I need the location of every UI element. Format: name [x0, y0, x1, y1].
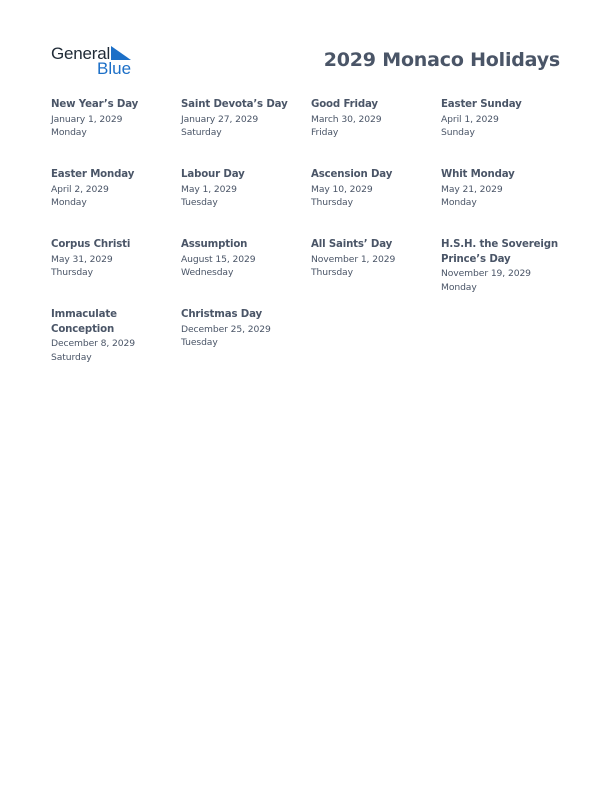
- holiday-name: All Saints’ Day: [311, 239, 393, 250]
- holiday-date: January 1, 2029: [51, 113, 123, 125]
- holiday-weekday: Wednesday: [181, 267, 234, 279]
- holiday-date: May 21, 2029: [441, 183, 503, 195]
- holiday-weekday: Friday: [311, 127, 339, 139]
- holiday-weekday: Monday: [51, 197, 87, 209]
- logo-text-general: General: [51, 44, 111, 63]
- holiday-name: Corpus Christi: [51, 239, 131, 250]
- logo-text-blue: Blue: [97, 59, 132, 78]
- holiday-name: Easter Monday: [51, 169, 135, 180]
- holiday-date: November 1, 2029: [311, 253, 396, 265]
- holiday-name: Easter Sunday: [441, 99, 522, 110]
- holiday-name: H.S.H. the Sovereign Prince’s Day: [441, 239, 558, 265]
- holiday-name: Saint Devota’s Day: [181, 99, 288, 110]
- holiday-name: Assumption: [181, 239, 248, 250]
- holiday-date: January 27, 2029: [181, 113, 259, 125]
- holiday-weekday: Tuesday: [181, 337, 218, 349]
- holiday-weekday: Tuesday: [181, 197, 218, 209]
- holiday-date: December 8, 2029: [51, 338, 136, 349]
- page-title: 2029 Monaco Holidays: [323, 49, 560, 71]
- holiday-item: [441, 168, 566, 210]
- holiday-item: [311, 168, 436, 210]
- holiday-date: November 19, 2029: [441, 268, 531, 279]
- holiday-name: Ascension Day: [311, 169, 393, 180]
- holiday-item: [51, 98, 176, 140]
- holiday-item: [311, 238, 436, 280]
- holiday-weekday: Monday: [441, 281, 477, 293]
- holiday-name: New Year’s Day: [51, 99, 139, 110]
- holiday-item: [181, 308, 306, 350]
- holiday-weekday: Saturday: [51, 351, 92, 363]
- holiday-item: [51, 308, 141, 365]
- holiday-date: March 30, 2029: [311, 113, 382, 125]
- holiday-date: December 25, 2029: [181, 323, 271, 335]
- holiday-name: Good Friday: [311, 99, 378, 110]
- holiday-weekday: Thursday: [311, 197, 353, 209]
- holiday-weekday: Sunday: [441, 127, 475, 139]
- holiday-weekday: Thursday: [51, 267, 93, 279]
- generalblue-logo: [51, 44, 135, 78]
- holiday-item: [441, 238, 559, 295]
- holiday-date: May 31, 2029: [51, 253, 113, 265]
- holiday-item: [181, 98, 306, 140]
- holiday-date: April 1, 2029: [441, 113, 499, 125]
- holiday-item: [51, 238, 176, 280]
- holiday-date: May 10, 2029: [311, 183, 373, 195]
- holiday-name: Whit Monday: [441, 169, 515, 180]
- holiday-name: Christmas Day: [181, 309, 262, 320]
- holiday-item: [311, 98, 436, 140]
- logo-triangle-icon: [111, 46, 131, 60]
- holiday-weekday: Saturday: [181, 127, 222, 139]
- holiday-item: [51, 168, 176, 210]
- holiday-date: May 1, 2029: [181, 183, 237, 195]
- holiday-weekday: Monday: [441, 197, 477, 209]
- holiday-item: [181, 238, 306, 280]
- holiday-item: [441, 98, 566, 140]
- holiday-weekday: Monday: [51, 127, 87, 139]
- holiday-name: Immaculate Conception: [51, 309, 117, 335]
- holiday-weekday: Thursday: [311, 267, 353, 279]
- holiday-name: Labour Day: [181, 169, 245, 180]
- holiday-date: April 2, 2029: [51, 183, 109, 195]
- holiday-item: [181, 168, 306, 210]
- holiday-date: August 15, 2029: [181, 253, 256, 265]
